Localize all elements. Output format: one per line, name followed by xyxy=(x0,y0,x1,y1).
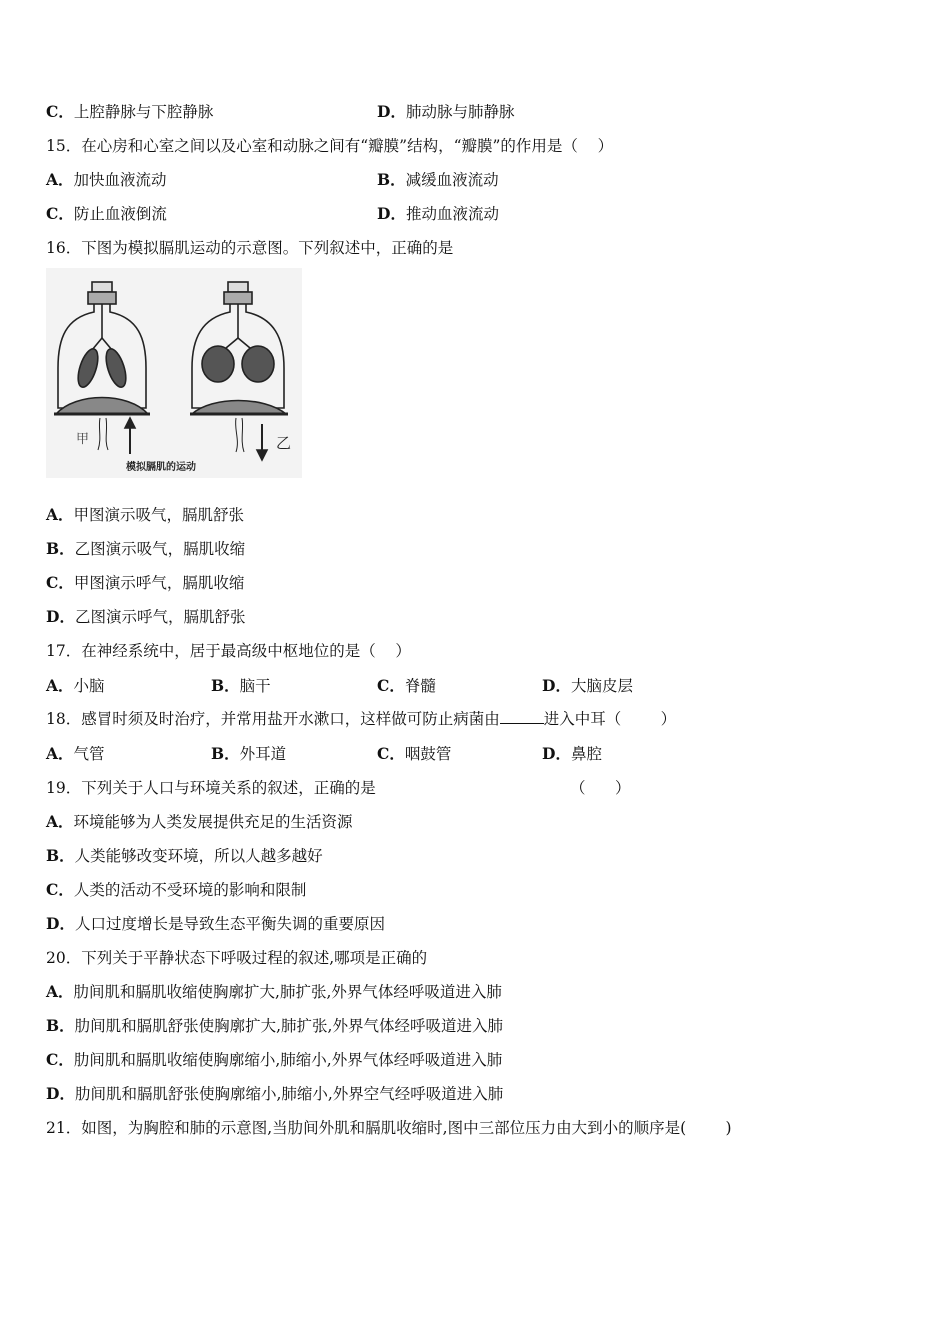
q18-option-a xyxy=(46,744,105,764)
option-text: 肺动脉与肺静脉 xyxy=(405,103,515,121)
q20-option-d xyxy=(46,1084,503,1104)
option-text: 人类能够改变环境，所以人越多越好 xyxy=(74,847,323,865)
q18-stem xyxy=(46,709,676,729)
option-text: 减缓血液流动 xyxy=(405,171,499,189)
q18-option-b xyxy=(211,744,286,764)
option-label: D． xyxy=(46,1084,75,1103)
option-label: C． xyxy=(377,744,405,763)
q17-option-b xyxy=(211,676,271,696)
option-label: D． xyxy=(542,676,571,695)
q21-stem: 21．如图，为胸腔和肺的示意图,当肋间外肌和膈肌收缩时,图中三部位压力由大到小的顺序是( ) xyxy=(46,1119,732,1137)
q16-option-b xyxy=(46,539,245,559)
option-label: D． xyxy=(377,204,406,223)
option-label: B． xyxy=(46,846,75,865)
option-label: C． xyxy=(46,204,74,223)
q19-stem: 19．下列关于人口与环境关系的叙述，正确的是 xyxy=(46,779,376,797)
option-label: B． xyxy=(211,744,240,763)
q17-stem: 17．在神经系统中，居于最高级中枢地位的是（ ） xyxy=(46,642,411,660)
option-text: 脊髓 xyxy=(404,677,436,695)
option-label: D． xyxy=(46,607,75,626)
option-label: A． xyxy=(46,744,74,763)
q17-option-c xyxy=(377,676,436,696)
q15-option-b xyxy=(377,170,499,190)
figure-label-left: 甲 xyxy=(76,432,90,447)
option-text: 上腔静脉与下腔静脉 xyxy=(73,103,214,121)
q16-stem: 16．下图为模拟膈肌运动的示意图。下列叙述中，正确的是 xyxy=(46,239,454,257)
option-text: 防止血液倒流 xyxy=(73,205,167,223)
option-label: A． xyxy=(46,505,74,524)
option-label: D． xyxy=(377,102,406,121)
option-text: 肋间肌和膈肌收缩使胸廓缩小,肺缩小,外界气体经呼吸道进入肺 xyxy=(73,1051,503,1069)
q15-stem: 15．在心房和心室之间以及心室和动脉之间有“瓣膜”结构，“瓣膜”的作用是（ ） xyxy=(46,137,614,155)
option-label: C． xyxy=(377,676,405,695)
figure-label-right: 乙 xyxy=(276,434,292,452)
q19-option-d xyxy=(46,914,385,934)
option-text: 人类的活动不受环境的影响和限制 xyxy=(73,881,307,899)
q20-stem: 20．下列关于平静状态下呼吸过程的叙述,哪项是正确的 xyxy=(46,949,428,967)
option-label: B． xyxy=(377,170,406,189)
q14-option-d xyxy=(377,102,514,122)
option-label: C． xyxy=(46,102,74,121)
q16-option-d xyxy=(46,607,245,627)
q19-option-c xyxy=(46,880,306,900)
option-text: 甲图演示呼气，膈肌收缩 xyxy=(73,574,245,592)
q20-option-a xyxy=(46,982,502,1002)
q17-option-a xyxy=(46,676,105,696)
option-text: 鼻腔 xyxy=(570,745,602,763)
option-text: 推动血液流动 xyxy=(405,205,499,223)
q17-option-d xyxy=(542,676,633,696)
q19-option-b xyxy=(46,846,323,866)
option-text: 甲图演示吸气，膈肌舒张 xyxy=(73,506,245,524)
q19-option-a xyxy=(46,812,353,832)
q20-option-c xyxy=(46,1050,502,1070)
q18-option-c xyxy=(377,744,451,764)
option-text: 乙图演示吸气，膈肌收缩 xyxy=(74,540,246,558)
option-text: 大脑皮层 xyxy=(570,677,633,695)
option-label: C． xyxy=(46,880,74,899)
q16-option-a xyxy=(46,505,244,525)
q15-option-c xyxy=(46,204,167,224)
option-label: B． xyxy=(46,539,75,558)
q18-option-d xyxy=(542,744,602,764)
option-label: A． xyxy=(46,812,74,831)
option-label: C． xyxy=(46,573,74,592)
q15-option-d xyxy=(377,204,499,224)
option-label: C． xyxy=(46,1050,74,1069)
q19-paren: （ ） xyxy=(570,779,631,797)
q16-option-c xyxy=(46,573,244,593)
option-label: A． xyxy=(46,676,74,695)
option-text: 环境能够为人类发展提供充足的生活资源 xyxy=(73,813,353,831)
q18-stem-after: 进入中耳（ ） xyxy=(543,710,677,728)
option-text: 小脑 xyxy=(73,677,105,695)
q14-option-c xyxy=(46,102,213,122)
option-text: 肋间肌和膈肌收缩使胸廓扩大,肺扩张,外界气体经呼吸道进入肺 xyxy=(73,983,502,1001)
option-label: A． xyxy=(46,982,74,1001)
option-text: 外耳道 xyxy=(239,745,287,763)
diaphragm-model-figure xyxy=(46,268,302,478)
q18-stem-before: 18．感冒时须及时治疗，并常用盐开水漱口，这样做可防止病菌由 xyxy=(46,710,500,728)
option-label: D． xyxy=(46,914,75,933)
option-label: D． xyxy=(542,744,571,763)
option-text: 脑干 xyxy=(239,677,271,695)
option-text: 肋间肌和膈肌舒张使胸廓缩小,肺缩小,外界空气经呼吸道进入肺 xyxy=(74,1085,504,1103)
option-text: 加快血液流动 xyxy=(73,171,167,189)
option-text: 人口过度增长是导致生态平衡失调的重要原因 xyxy=(74,915,385,933)
answer-blank xyxy=(500,709,544,724)
option-text: 肋间肌和膈肌舒张使胸廓扩大,肺扩张,外界气体经呼吸道进入肺 xyxy=(74,1017,503,1035)
q20-option-b xyxy=(46,1016,503,1036)
option-text: 气管 xyxy=(73,745,105,763)
option-text: 咽鼓管 xyxy=(404,745,452,763)
option-label: B． xyxy=(211,676,240,695)
figure-caption: 模拟膈肌的运动 xyxy=(126,462,196,473)
option-label: B． xyxy=(46,1016,75,1035)
option-label: A． xyxy=(46,170,74,189)
q15-option-a xyxy=(46,170,167,190)
option-text: 乙图演示呼气，膈肌舒张 xyxy=(74,608,246,626)
